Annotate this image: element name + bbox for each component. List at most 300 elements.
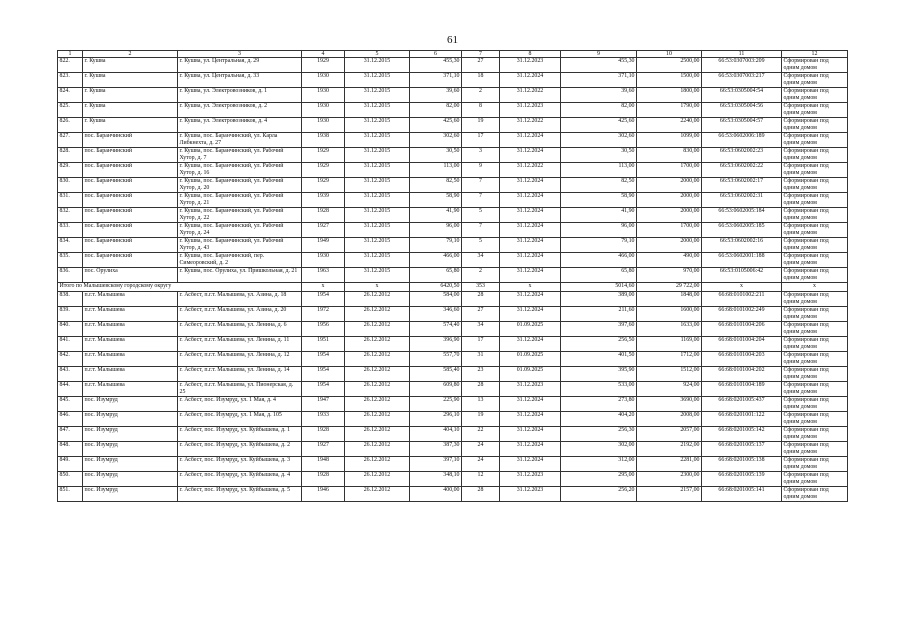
table-cell: 66:68:0201005:142	[702, 427, 782, 442]
table-cell: 845.	[58, 397, 83, 412]
table-cell: 2000,00	[637, 178, 702, 193]
column-number-cell: 5	[345, 51, 410, 58]
table-cell: 66:53:0602005:185	[702, 223, 782, 238]
table-cell: 7	[462, 178, 500, 193]
table-cell: 19	[462, 412, 500, 427]
table-cell: г. Асбест, п.г.т. Малышева, ул. Азина, д. 18	[178, 292, 302, 307]
table-cell: 1946	[302, 487, 345, 502]
table-cell: пос. Баранчинский	[83, 178, 178, 193]
table-cell: 66:53:0307003:217	[702, 73, 782, 88]
table-cell: Сформирован под одним домом	[782, 268, 848, 283]
table-cell: 585,40	[410, 367, 462, 382]
table-cell: 66:53:0105006:42	[702, 268, 782, 283]
table-cell: 2	[462, 268, 500, 283]
table-cell: 1927	[302, 442, 345, 457]
table-cell: пос. Изумруд	[83, 427, 178, 442]
table-cell: г. Кушва	[83, 88, 178, 103]
table-cell: 24	[462, 457, 500, 472]
table-cell: пос. Изумруд	[83, 412, 178, 427]
table-cell: г. Кушва, ул. Центральная, д. 29	[178, 58, 302, 73]
table-cell: г. Кушва, ул. Электровозников, д. 2	[178, 103, 302, 118]
total-cell: x	[302, 283, 345, 292]
table-cell: 397,60	[561, 322, 637, 337]
table-row	[58, 337, 848, 352]
table-cell: 425,60	[410, 118, 462, 133]
table-cell: пос. Изумруд	[83, 442, 178, 457]
table-cell: 466,00	[561, 253, 637, 268]
column-number-cell: 6	[410, 51, 462, 58]
total-cell: 353	[462, 283, 500, 292]
table-cell: Сформирован под одним домом	[782, 193, 848, 208]
table-cell: 466,00	[410, 253, 462, 268]
table-cell: 31.12.2024	[500, 337, 561, 352]
table-cell: 8	[462, 103, 500, 118]
table-cell: г. Асбест, пос. Изумруд, ул. Куйбышева, д. 5	[178, 487, 302, 502]
table-cell: 256,30	[561, 427, 637, 442]
table-cell: Сформирован под одним домом	[782, 322, 848, 337]
table-cell: 31.12.2023	[500, 472, 561, 487]
table-cell: пос. Баранчинский	[83, 208, 178, 223]
table-cell: г. Кушва, пос. Баранчинский, ул. Карла Либкнехта, д. 27	[178, 133, 302, 148]
table-row	[58, 442, 848, 457]
table-cell: 82,00	[561, 103, 637, 118]
table-cell: 66:53:0602006:189	[702, 133, 782, 148]
table-cell: 1933	[302, 412, 345, 427]
table-cell: 31.12.2015	[345, 193, 410, 208]
table-cell: пос. Баранчинский	[83, 133, 178, 148]
table-cell: 1930	[302, 88, 345, 103]
table-row	[58, 118, 848, 133]
table-cell: 65,80	[410, 268, 462, 283]
table-cell: 26.12.2012	[345, 292, 410, 307]
table-cell: 17	[462, 337, 500, 352]
table-cell: 26.12.2012	[345, 322, 410, 337]
table-cell: 5	[462, 208, 500, 223]
table-cell: 31.12.2024	[500, 73, 561, 88]
table-cell: 844.	[58, 382, 83, 397]
table-cell: 256,50	[561, 337, 637, 352]
table-cell: 1848,00	[637, 292, 702, 307]
table-cell: 400,00	[410, 487, 462, 502]
table-cell: 31.12.2022	[500, 118, 561, 133]
table-cell: 1954	[302, 352, 345, 367]
table-cell: 843.	[58, 367, 83, 382]
table-cell: 79,10	[561, 238, 637, 253]
table-cell: 1954	[302, 367, 345, 382]
table-cell: 312,00	[561, 457, 637, 472]
table-cell: г. Кушва, пос. Баранчинский, ул. Рабочий Хутор, д. 22	[178, 208, 302, 223]
table-cell: г. Кушва	[83, 103, 178, 118]
table-cell: 31.12.2024	[500, 292, 561, 307]
table-cell: 1951	[302, 337, 345, 352]
table-cell: 26.12.2012	[345, 382, 410, 397]
table-cell: 835.	[58, 253, 83, 268]
table-cell: 1099,00	[637, 133, 702, 148]
table-row	[58, 73, 848, 88]
table-cell: 455,30	[410, 58, 462, 73]
total-cell: 6420,50	[410, 283, 462, 292]
table-cell: 65,80	[561, 268, 637, 283]
table-cell: 22	[462, 427, 500, 442]
table-cell: 66:68:0101004:203	[702, 352, 782, 367]
table-cell: 2057,00	[637, 427, 702, 442]
table-cell: Сформирован под одним домом	[782, 412, 848, 427]
total-cell: 5014,60	[561, 283, 637, 292]
table-cell: г. Кушва, пос. Орулиха, ул. Пришкольная, д. 21	[178, 268, 302, 283]
table-cell: 827.	[58, 133, 83, 148]
total-label-cell: Итого по Малышевскому городскому округу	[58, 283, 302, 292]
table-cell: Сформирован под одним домом	[782, 253, 848, 268]
table-cell: 833.	[58, 223, 83, 238]
table-cell: 18	[462, 73, 500, 88]
table-cell: 425,60	[561, 118, 637, 133]
table-cell: 31.12.2015	[345, 73, 410, 88]
table-cell: г. Кушва, ул. Электровозников, д. 4	[178, 118, 302, 133]
table-cell: г. Кушва, пос. Баранчинский, ул. Рабочий Хутор, д. 24	[178, 223, 302, 238]
table-cell: 31.12.2015	[345, 118, 410, 133]
table-cell: 66:53:0602002:23	[702, 148, 782, 163]
table-cell: 2500,00	[637, 58, 702, 73]
table-cell: 924,00	[637, 382, 702, 397]
table-cell: Сформирован под одним домом	[782, 178, 848, 193]
table-cell: п.г.т. Малышева	[83, 322, 178, 337]
table-cell: 7	[462, 193, 500, 208]
table-cell: 31.12.2015	[345, 238, 410, 253]
table-cell: 404,20	[561, 412, 637, 427]
table-cell: 387,30	[410, 442, 462, 457]
table-cell: 66:53:0305004:57	[702, 118, 782, 133]
table-cell: 851.	[58, 487, 83, 502]
table-cell: 1600,00	[637, 307, 702, 322]
table-row	[58, 427, 848, 442]
table-cell: 66:68:0201005:139	[702, 472, 782, 487]
table-cell: 41,90	[561, 208, 637, 223]
table-cell: пос. Изумруд	[83, 457, 178, 472]
table-cell: 395,90	[561, 367, 637, 382]
table-cell: Сформирован под одним домом	[782, 208, 848, 223]
table-cell: 211,60	[561, 307, 637, 322]
table-cell: 1928	[302, 427, 345, 442]
table-row	[58, 382, 848, 397]
table-cell: Сформирован под одним домом	[782, 223, 848, 238]
table-cell: 31.12.2024	[500, 223, 561, 238]
table-cell: Сформирован под одним домом	[782, 238, 848, 253]
housing-register-table	[57, 50, 848, 502]
table-cell: 01.09.2025	[500, 367, 561, 382]
column-number-cell: 11	[702, 51, 782, 58]
table-cell: 302,60	[561, 133, 637, 148]
table-cell: 455,30	[561, 58, 637, 73]
table-cell: 31.12.2024	[500, 427, 561, 442]
table-cell: 830.	[58, 178, 83, 193]
table-cell: 389,00	[561, 292, 637, 307]
total-cell: 29 722,00	[637, 283, 702, 292]
table-cell: 1790,00	[637, 103, 702, 118]
table-cell: г. Кушва, ул. Электровозников, д. 1	[178, 88, 302, 103]
table-cell: 19	[462, 118, 500, 133]
table-cell: 26.12.2012	[345, 457, 410, 472]
table-cell: 371,10	[410, 73, 462, 88]
table-cell: пос. Баранчинский	[83, 253, 178, 268]
table-cell: 66:68:0201001:122	[702, 412, 782, 427]
table-cell: Сформирован под одним домом	[782, 118, 848, 133]
table-cell: 66:68:0201005:141	[702, 487, 782, 502]
table-cell: 31.12.2024	[500, 148, 561, 163]
table-cell: 66:68:0101004:202	[702, 367, 782, 382]
table-cell: 1954	[302, 292, 345, 307]
table-cell: 34	[462, 322, 500, 337]
table-cell: г. Кушва, пос. Баранчинский, ул. Рабочий Хутор, д. 21	[178, 193, 302, 208]
table-cell: 302,00	[561, 442, 637, 457]
table-cell: 12	[462, 472, 500, 487]
table-cell: 2192,00	[637, 442, 702, 457]
table-cell: 31.12.2024	[500, 253, 561, 268]
table-cell: 348,10	[410, 472, 462, 487]
table-cell: 66:68:0201005:137	[702, 442, 782, 457]
table-cell: 346,60	[410, 307, 462, 322]
table-cell: 26.12.2012	[345, 487, 410, 502]
table-cell: 1700,00	[637, 163, 702, 178]
table-cell: г. Асбест, п.г.т. Малышева, ул. Азина, д. 20	[178, 307, 302, 322]
column-number-cell: 9	[561, 51, 637, 58]
table-cell: 830,00	[637, 148, 702, 163]
table-cell: 273,80	[561, 397, 637, 412]
table-cell: 26.12.2012	[345, 352, 410, 367]
table-cell: 66:53:0602002:31	[702, 193, 782, 208]
table-row	[58, 292, 848, 307]
table-cell: Сформирован под одним домом	[782, 73, 848, 88]
table-cell: 2000,00	[637, 238, 702, 253]
table-cell: г. Асбест, пос. Изумруд, ул. 1 Мая, д. 105	[178, 412, 302, 427]
table-cell: 841.	[58, 337, 83, 352]
table-cell: 31.12.2023	[500, 382, 561, 397]
table-cell: 1963	[302, 268, 345, 283]
total-cell: x	[345, 283, 410, 292]
table-row	[58, 397, 848, 412]
table-cell: п.г.т. Малышева	[83, 307, 178, 322]
table-cell: 826.	[58, 118, 83, 133]
table-cell: 825.	[58, 103, 83, 118]
total-cell: x	[702, 283, 782, 292]
table-cell: 24	[462, 442, 500, 457]
table-cell: 23	[462, 367, 500, 382]
table-row	[58, 412, 848, 427]
table-cell: г. Кушва, ул. Центральная, д. 33	[178, 73, 302, 88]
table-cell: 28	[462, 382, 500, 397]
table-cell: 1712,00	[637, 352, 702, 367]
table-cell: 3	[462, 148, 500, 163]
table-cell: 9	[462, 163, 500, 178]
table-cell: 27	[462, 58, 500, 73]
table-cell: 31.12.2015	[345, 148, 410, 163]
column-number-cell: 3	[178, 51, 302, 58]
table-cell: 26.12.2012	[345, 472, 410, 487]
table-cell: 96,00	[410, 223, 462, 238]
table-row	[58, 253, 848, 268]
table-cell: 834.	[58, 238, 83, 253]
table-cell: г. Кушва, пос. Баранчинский, ул. Рабочий Хутор, д. 43	[178, 238, 302, 253]
table-cell: 1939	[302, 193, 345, 208]
table-row	[58, 58, 848, 73]
table-cell: г. Асбест, пос. Изумруд, ул. Куйбышева, д. 1	[178, 427, 302, 442]
table-cell: 574,40	[410, 322, 462, 337]
table-cell: 842.	[58, 352, 83, 367]
table-cell: 31.12.2024	[500, 457, 561, 472]
total-cell: x	[500, 283, 561, 292]
table-cell: 847.	[58, 427, 83, 442]
table-cell: 31.12.2015	[345, 133, 410, 148]
table-cell: 2300,00	[637, 472, 702, 487]
table-cell: 39,60	[561, 88, 637, 103]
table-cell: пос. Баранчинский	[83, 163, 178, 178]
table-cell: 66:53:0602002:17	[702, 178, 782, 193]
table-cell: 31.12.2024	[500, 397, 561, 412]
table-cell: 838.	[58, 292, 83, 307]
table-cell: г. Асбест, п.г.т. Малышева, ул. Ленина, д. 11	[178, 337, 302, 352]
column-number-cell: 12	[782, 51, 848, 58]
table-cell: Сформирован под одним домом	[782, 133, 848, 148]
column-number-cell: 4	[302, 51, 345, 58]
table-cell: 28	[462, 487, 500, 502]
table-cell: 829.	[58, 163, 83, 178]
table-cell: 836.	[58, 268, 83, 283]
table-cell: 831.	[58, 193, 83, 208]
table-cell: 66:68:0101002:211	[702, 292, 782, 307]
table-cell: пос. Изумруд	[83, 397, 178, 412]
column-number-cell: 8	[500, 51, 561, 58]
table-cell: 01.09.2025	[500, 352, 561, 367]
table-cell: г. Кушва, пос. Баранчинский, ул. Рабочий Хутор, д. 20	[178, 178, 302, 193]
table-cell: 79,10	[410, 238, 462, 253]
table-cell: 31	[462, 352, 500, 367]
table-cell: 31.12.2022	[500, 163, 561, 178]
table-cell: 31.12.2024	[500, 178, 561, 193]
table-cell: 01.09.2025	[500, 322, 561, 337]
table-cell: Сформирован под одним домом	[782, 427, 848, 442]
table-cell: п.г.т. Малышева	[83, 337, 178, 352]
table-cell: 31.12.2015	[345, 163, 410, 178]
table-row	[58, 487, 848, 502]
table-cell: 846.	[58, 412, 83, 427]
table-row	[58, 322, 848, 337]
table-cell: 31.12.2015	[345, 58, 410, 73]
table-cell: 1633,00	[637, 322, 702, 337]
table-cell: г. Кушва, пос. Баранчинский, ул. Рабочий Хутор, д. 7	[178, 148, 302, 163]
table-cell: 828.	[58, 148, 83, 163]
table-row	[58, 238, 848, 253]
table-cell: 34	[462, 253, 500, 268]
table-cell: 2000,00	[637, 208, 702, 223]
table-cell: 7	[462, 223, 500, 238]
table-cell: 31.12.2015	[345, 208, 410, 223]
table-cell: 849.	[58, 457, 83, 472]
table-cell: 225,90	[410, 397, 462, 412]
table-row	[58, 472, 848, 487]
table-cell: 31.12.2023	[500, 103, 561, 118]
table-cell: 1929	[302, 163, 345, 178]
table-cell: Сформирован под одним домом	[782, 292, 848, 307]
table-cell: 557,70	[410, 352, 462, 367]
table-cell: Сформирован под одним домом	[782, 457, 848, 472]
table-cell: п.г.т. Малышева	[83, 352, 178, 367]
table-cell: г. Асбест, пос. Изумруд, ул. Куйбышева, д. 3	[178, 457, 302, 472]
table-cell: 824.	[58, 88, 83, 103]
table-cell: 490,00	[637, 253, 702, 268]
table-cell: 2240,00	[637, 118, 702, 133]
table-cell: 1947	[302, 397, 345, 412]
table-row	[58, 223, 848, 238]
column-number-cell: 1	[58, 51, 83, 58]
table-cell: п.г.т. Малышева	[83, 382, 178, 397]
table-cell: 82,50	[410, 178, 462, 193]
table-cell: 26.12.2012	[345, 397, 410, 412]
table-cell: 66:68:0101004:204	[702, 337, 782, 352]
total-row	[58, 283, 848, 292]
table-cell: 31.12.2015	[345, 103, 410, 118]
table-cell: 66:53:0307003:209	[702, 58, 782, 73]
table-cell: 31.12.2023	[500, 487, 561, 502]
column-number-cell: 10	[637, 51, 702, 58]
table-cell: 295,00	[561, 472, 637, 487]
table-cell: 1948	[302, 457, 345, 472]
table-cell: 26.12.2012	[345, 307, 410, 322]
table-cell: 26.12.2012	[345, 442, 410, 457]
table-cell: 30,50	[410, 148, 462, 163]
table-cell: Сформирован под одним домом	[782, 472, 848, 487]
table-cell: 58,90	[410, 193, 462, 208]
table-cell: 1500,00	[637, 73, 702, 88]
table-cell: пос. Изумруд	[83, 472, 178, 487]
table-cell: г. Асбест, пос. Изумруд, ул. Куйбышева, д. 4	[178, 472, 302, 487]
table-cell: 31.12.2024	[500, 412, 561, 427]
table-cell: пос. Баранчинский	[83, 148, 178, 163]
table-cell: Сформирован под одним домом	[782, 337, 848, 352]
table-cell: 822.	[58, 58, 83, 73]
table-cell: 31.12.2015	[345, 253, 410, 268]
table-cell: 26.12.2012	[345, 412, 410, 427]
table-cell: 31.12.2015	[345, 268, 410, 283]
table-cell: 96,00	[561, 223, 637, 238]
table-cell: 1929	[302, 58, 345, 73]
table-cell: 13	[462, 397, 500, 412]
table-cell: 66:68:0101002:249	[702, 307, 782, 322]
table-cell: 82,00	[410, 103, 462, 118]
table-cell: пос. Баранчинский	[83, 223, 178, 238]
table-cell: 1972	[302, 307, 345, 322]
table-cell: 66:53:0305004:56	[702, 103, 782, 118]
table-cell: г. Асбест, п.г.т. Малышева, ул. Ленина, д. 12	[178, 352, 302, 367]
table-cell: 1930	[302, 118, 345, 133]
table-cell: Сформирован под одним домом	[782, 88, 848, 103]
table-cell: 396,90	[410, 337, 462, 352]
table-cell: 3690,00	[637, 397, 702, 412]
table-cell: 31.12.2024	[500, 268, 561, 283]
table-cell: 2000,00	[637, 193, 702, 208]
table-cell: 5	[462, 238, 500, 253]
table-cell: 2157,00	[637, 487, 702, 502]
table-cell: 832.	[58, 208, 83, 223]
table-row	[58, 163, 848, 178]
table-row	[58, 208, 848, 223]
table-cell: пос. Баранчинский	[83, 238, 178, 253]
table-cell: 31.12.2024	[500, 238, 561, 253]
table-cell: 1928	[302, 208, 345, 223]
table-row	[58, 307, 848, 322]
table-cell: г. Кушва	[83, 118, 178, 133]
table-cell: Сформирован под одним домом	[782, 487, 848, 502]
table-cell: 840.	[58, 322, 83, 337]
table-cell: 31.12.2024	[500, 307, 561, 322]
